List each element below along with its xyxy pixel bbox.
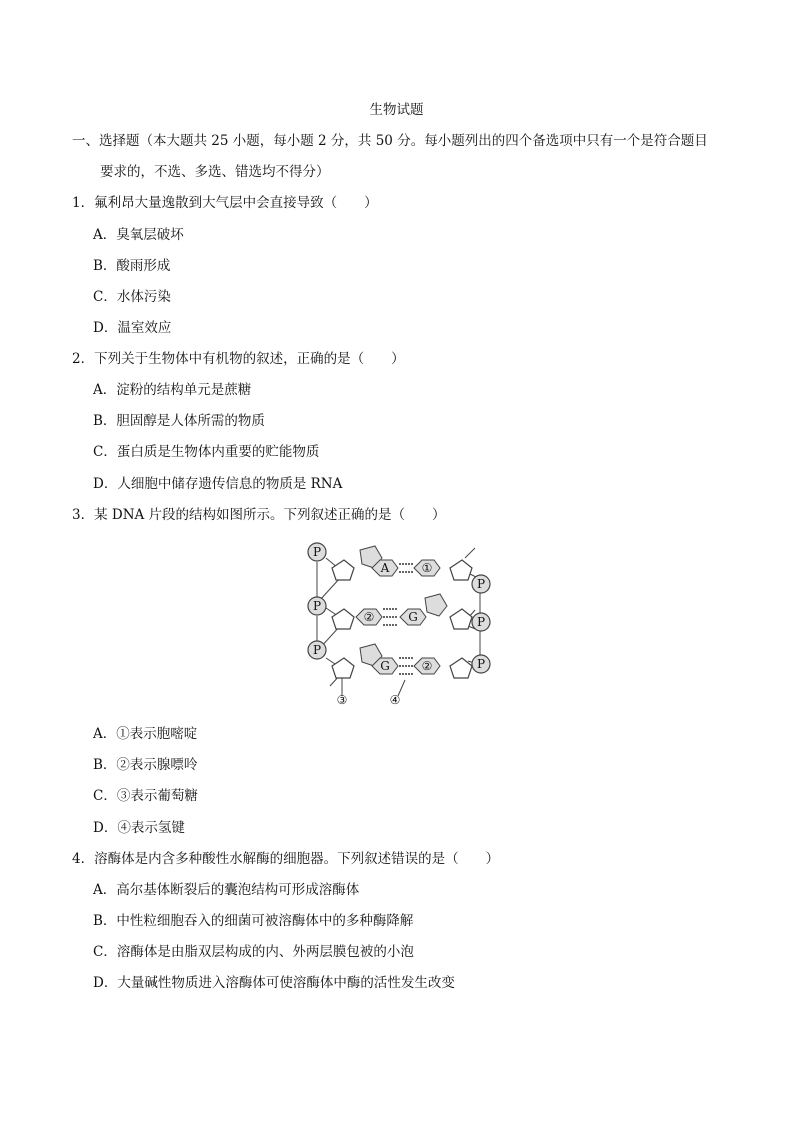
question-4-option-a: A．高尔基体断裂后的囊泡结构可形成溶酶体 [93, 882, 360, 898]
base-label: ② [421, 659, 433, 673]
question-1-option-d: D．温室效应 [93, 320, 172, 336]
question-3-option-d: D．④表示氢键 [93, 820, 185, 836]
phosphate-label: P [476, 657, 486, 671]
question-3-option-a: A．①表示胞嘧啶 [93, 726, 198, 742]
base-label: ② [363, 610, 375, 624]
phosphate-label: P [312, 643, 322, 657]
question-1-option-a: A．臭氧层破坏 [93, 227, 184, 243]
phosphate-label: P [312, 599, 322, 613]
base-label: G [408, 610, 418, 624]
question-4-option-b: B．中性粒细胞吞入的细菌可被溶酶体中的多种酶降解 [93, 913, 414, 929]
section-heading-cont: 要求的，不选、多选、错选均不得分） [100, 164, 330, 180]
phosphate-label: P [476, 615, 486, 629]
question-1-option-c: C．水体污染 [93, 289, 171, 305]
question-1-stem: 1．氟利昂大量逸散到大气层中会直接导致（ ） [72, 195, 378, 211]
question-3-option-c: C．③表示葡萄糖 [93, 788, 198, 804]
label-4: ④ [389, 693, 401, 707]
base-label: G [380, 659, 390, 673]
question-2-option-b: B．胆固醇是人体所需的物质 [93, 413, 265, 429]
question-2-option-a: A．淀粉的结构单元是蔗糖 [93, 382, 252, 398]
base-label: A [380, 561, 390, 575]
question-3-option-b: B．②表示腺嘌呤 [93, 757, 198, 773]
question-2-stem: 2．下列关于生物体中有机物的叙述，正确的是（ ） [72, 351, 405, 367]
question-2-option-d: D．人细胞中储存遗传信息的物质是 RNA [93, 476, 343, 492]
dna-structure-figure [300, 538, 495, 710]
phosphate-label: P [312, 545, 322, 559]
question-4-option-d: D．大量碱性物质进入溶酶体可使溶酶体中酶的活性发生改变 [93, 975, 455, 991]
question-4-stem: 4．溶酶体是内含多种酸性水解酶的细胞器。下列叙述错误的是（ ） [72, 851, 500, 867]
label-3: ③ [336, 693, 348, 707]
phosphate-label: P [476, 577, 486, 591]
question-2-option-c: C．蛋白质是生物体内重要的贮能物质 [93, 444, 320, 460]
base-label: ① [421, 561, 433, 575]
section-heading: 一、选择题（本大题共 25 小题，每小题 2 分，共 50 分。每小题列出的四个备选项中只有一个是符合题目 [72, 133, 708, 149]
question-3-stem: 3．某 DNA 片段的结构如图所示。下列叙述正确的是（ ） [72, 507, 446, 523]
question-1-option-b: B．酸雨形成 [93, 258, 171, 274]
page-title: 生物试题 [369, 102, 424, 118]
question-4-option-c: C．溶酶体是由脂双层构成的内、外两层膜包被的小泡 [93, 944, 414, 960]
